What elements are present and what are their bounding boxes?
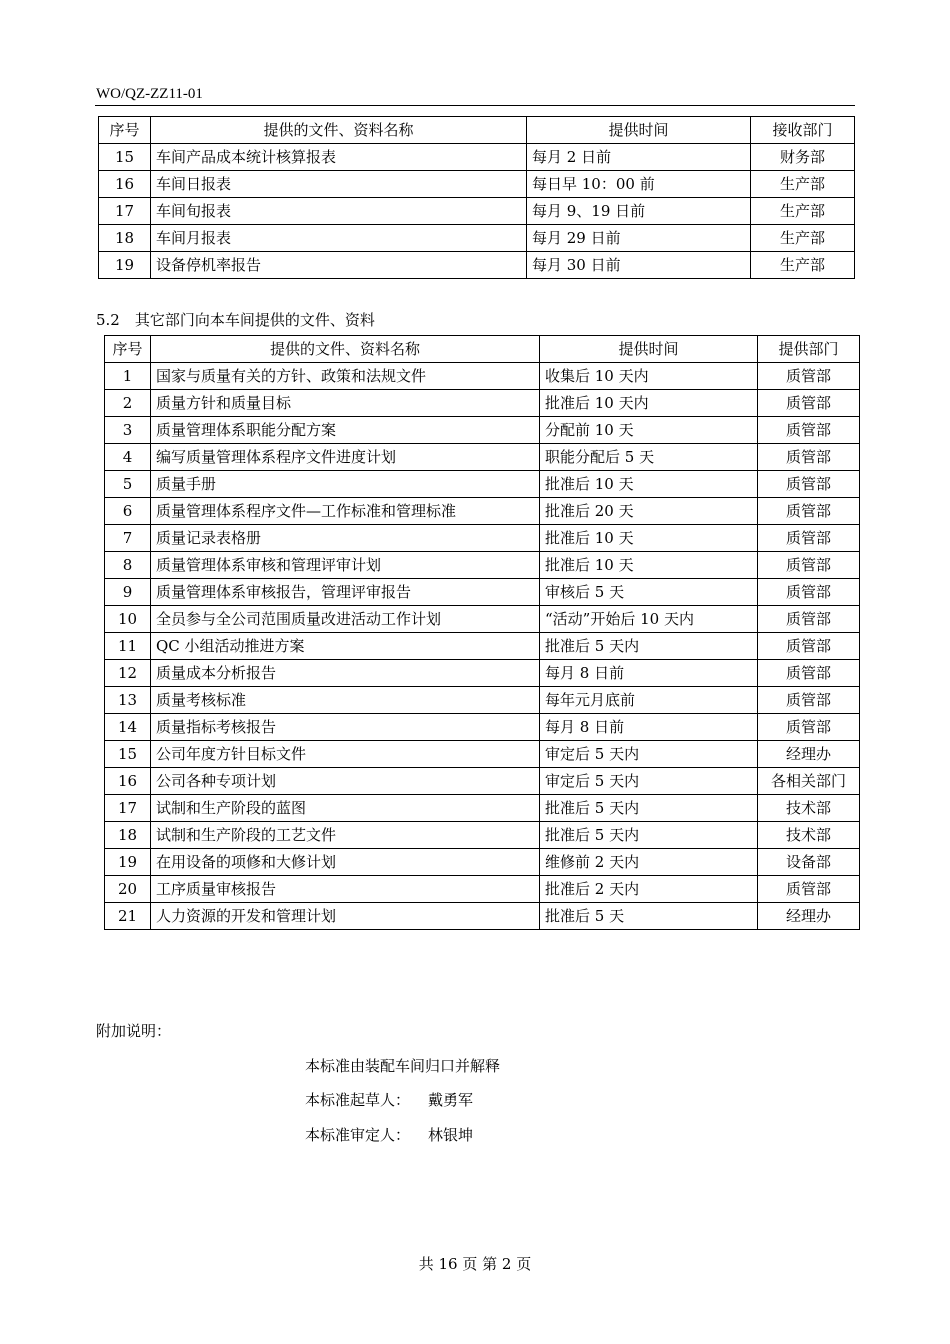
table-row xyxy=(105,552,860,579)
table-cell: 15 xyxy=(105,741,151,768)
table-cell: 批准后 10 天 xyxy=(540,471,758,498)
table-cell: 2 xyxy=(105,390,151,417)
table-row xyxy=(99,252,855,279)
table-cell: 批准后 20 天 xyxy=(540,498,758,525)
table-cell: 质量方针和质量目标 xyxy=(151,390,540,417)
table-cell: 17 xyxy=(105,795,151,822)
table-cell: 批准后 10 天内 xyxy=(540,390,758,417)
table-cell: 质管部 xyxy=(758,498,860,525)
table-cell: 生产部 xyxy=(751,225,855,252)
table-cell: 分配前 10 天 xyxy=(540,417,758,444)
table-cell: 5 xyxy=(105,471,151,498)
table-cell: 10 xyxy=(105,606,151,633)
column-header: 接收部门 xyxy=(751,117,855,144)
table-cell: 车间月报表 xyxy=(151,225,527,252)
table-cell: 收集后 10 天内 xyxy=(540,363,758,390)
table-cell: 18 xyxy=(105,822,151,849)
table-cell: 审定后 5 天内 xyxy=(540,741,758,768)
note-drafter xyxy=(305,1089,473,1110)
table-cell: 质管部 xyxy=(758,390,860,417)
table-row xyxy=(105,795,860,822)
table-row xyxy=(105,822,860,849)
table-row xyxy=(105,390,860,417)
drafter-name: 戴勇军 xyxy=(428,1091,474,1109)
table-row xyxy=(99,225,855,252)
table-cell: 车间产品成本统计核算报表 xyxy=(151,144,527,171)
table-cell: 维修前 2 天内 xyxy=(540,849,758,876)
table-cell: 质管部 xyxy=(758,579,860,606)
table-row xyxy=(105,660,860,687)
table-cell: 经理办 xyxy=(758,741,860,768)
table-cell: 21 xyxy=(105,903,151,930)
table-cell: 编写质量管理体系程序文件进度计划 xyxy=(151,444,540,471)
table-row xyxy=(105,714,860,741)
table-cell: 6 xyxy=(105,498,151,525)
table-cell: 生产部 xyxy=(751,198,855,225)
table-cell: 15 xyxy=(99,144,151,171)
column-header: 提供部门 xyxy=(758,336,860,363)
section-title: 5.2 其它部门向本车间提供的文件、资料 xyxy=(96,311,375,329)
table-cell: 质量管理体系审核和管理评审计划 xyxy=(151,552,540,579)
table-cell: 17 xyxy=(99,198,151,225)
table-cell: 质管部 xyxy=(758,606,860,633)
reviewer-label: 本标准审定人： xyxy=(305,1126,411,1144)
column-header: 提供时间 xyxy=(540,336,758,363)
table-cell: “活动”开始后 10 天内 xyxy=(540,606,758,633)
table-row xyxy=(99,144,855,171)
drafter-label: 本标准起草人： xyxy=(305,1091,411,1109)
table-cell: 质量管理体系审核报告，管理评审报告 xyxy=(151,579,540,606)
table-cell: 质管部 xyxy=(758,552,860,579)
table-cell: 批准后 5 天内 xyxy=(540,822,758,849)
table-cell: 每月 8 日前 xyxy=(540,660,758,687)
page-footer: 共 16 页 第 2 页 xyxy=(418,1255,532,1273)
table-cell: 12 xyxy=(105,660,151,687)
table-cell: 质量记录表格册 xyxy=(151,525,540,552)
table-cell: 每月 2 日前 xyxy=(527,144,751,171)
table-cell: 7 xyxy=(105,525,151,552)
column-header: 序号 xyxy=(105,336,151,363)
table-row xyxy=(105,579,860,606)
table-row xyxy=(105,687,860,714)
table-row xyxy=(105,903,860,930)
table-cell: 19 xyxy=(99,252,151,279)
table-cell: 18 xyxy=(99,225,151,252)
table-cell: 公司各种专项计划 xyxy=(151,768,540,795)
table-cell: 9 xyxy=(105,579,151,606)
table-cell: 各相关部门 xyxy=(758,768,860,795)
table-row xyxy=(105,741,860,768)
table-cell: 19 xyxy=(105,849,151,876)
table-cell: 4 xyxy=(105,444,151,471)
table-row xyxy=(105,768,860,795)
table-cell: 1 xyxy=(105,363,151,390)
table-row xyxy=(105,525,860,552)
column-header: 提供的文件、资料名称 xyxy=(151,117,527,144)
table-cell: 批准后 5 天内 xyxy=(540,633,758,660)
table-cell: 批准后 2 天内 xyxy=(540,876,758,903)
table-row xyxy=(105,417,860,444)
table-cell: 质量管理体系职能分配方案 xyxy=(151,417,540,444)
table-row xyxy=(105,876,860,903)
column-header: 提供的文件、资料名称 xyxy=(151,336,540,363)
table-cell: 公司年度方针目标文件 xyxy=(151,741,540,768)
table-cell: 每日早 10：00 前 xyxy=(527,171,751,198)
table-cell: 技术部 xyxy=(758,795,860,822)
table-cell: 批准后 10 天 xyxy=(540,552,758,579)
table-cell: 13 xyxy=(105,687,151,714)
table-cell: 生产部 xyxy=(751,252,855,279)
table-row xyxy=(99,171,855,198)
table-cell: 批准后 5 天 xyxy=(540,903,758,930)
table-cell: 人力资源的开发和管理计划 xyxy=(151,903,540,930)
table-row xyxy=(105,363,860,390)
table-cell: 质量考核标准 xyxy=(151,687,540,714)
table-row xyxy=(105,444,860,471)
table-cell: 质管部 xyxy=(758,417,860,444)
table-cell: 质管部 xyxy=(758,525,860,552)
table-header-row xyxy=(99,117,855,144)
table-cell: 每月 9、19 日前 xyxy=(527,198,751,225)
table-cell: 14 xyxy=(105,714,151,741)
table-cell: 批准后 10 天 xyxy=(540,525,758,552)
column-header: 序号 xyxy=(99,117,151,144)
table-row xyxy=(99,198,855,225)
table-cell: 审核后 5 天 xyxy=(540,579,758,606)
table-cell: 质管部 xyxy=(758,471,860,498)
table-cell: 8 xyxy=(105,552,151,579)
table-cell: 每月 8 日前 xyxy=(540,714,758,741)
table-cell: 20 xyxy=(105,876,151,903)
table-cell: 试制和生产阶段的蓝图 xyxy=(151,795,540,822)
table-cell: 3 xyxy=(105,417,151,444)
note-reviewer xyxy=(305,1124,473,1145)
table-cell: 批准后 5 天内 xyxy=(540,795,758,822)
table-cell: 全员参与全公司范围质量改进活动工作计划 xyxy=(151,606,540,633)
table-cell: 每月 30 日前 xyxy=(527,252,751,279)
reviewer-name: 林银坤 xyxy=(428,1126,474,1144)
table-cell: 质管部 xyxy=(758,363,860,390)
outgoing-documents-table xyxy=(98,116,855,279)
table-cell: 财务部 xyxy=(751,144,855,171)
table-cell: 质管部 xyxy=(758,687,860,714)
table-cell: 质量指标考核报告 xyxy=(151,714,540,741)
table-cell: 16 xyxy=(99,171,151,198)
table-cell: 质管部 xyxy=(758,660,860,687)
table-cell: 设备部 xyxy=(758,849,860,876)
table-cell: 车间日报表 xyxy=(151,171,527,198)
table-cell: 技术部 xyxy=(758,822,860,849)
table-cell: 每年元月底前 xyxy=(540,687,758,714)
table-cell: 职能分配后 5 天 xyxy=(540,444,758,471)
table-cell: 在用设备的项修和大修计划 xyxy=(151,849,540,876)
document-code: WO/QZ-ZZ11-01 xyxy=(96,86,203,102)
table-cell: 质量成本分析报告 xyxy=(151,660,540,687)
table-cell: 质管部 xyxy=(758,876,860,903)
table-cell: 每月 29 日前 xyxy=(527,225,751,252)
table-cell: 质管部 xyxy=(758,444,860,471)
table-row xyxy=(105,471,860,498)
table-row xyxy=(105,606,860,633)
table-cell: 质管部 xyxy=(758,714,860,741)
table-cell: 质量管理体系程序文件—工作标准和管理标准 xyxy=(151,498,540,525)
table-cell: 审定后 5 天内 xyxy=(540,768,758,795)
table-header-row xyxy=(105,336,860,363)
table-cell: 16 xyxy=(105,768,151,795)
table-cell: 工序质量审核报告 xyxy=(151,876,540,903)
notes-label: 附加说明： xyxy=(96,1022,172,1040)
table-cell: 质量手册 xyxy=(151,471,540,498)
column-header: 提供时间 xyxy=(527,117,751,144)
note-responsibility: 本标准由装配车间归口并解释 xyxy=(305,1057,501,1075)
table-cell: 试制和生产阶段的工艺文件 xyxy=(151,822,540,849)
table-cell: 质管部 xyxy=(758,633,860,660)
table-cell: 设备停机率报告 xyxy=(151,252,527,279)
table-row xyxy=(105,849,860,876)
table-cell: 11 xyxy=(105,633,151,660)
table-cell: 车间旬报表 xyxy=(151,198,527,225)
table-cell: 经理办 xyxy=(758,903,860,930)
incoming-documents-table xyxy=(104,335,860,930)
table-cell: QC 小组活动推进方案 xyxy=(151,633,540,660)
table-row xyxy=(105,498,860,525)
header-rule xyxy=(95,105,855,106)
table-row xyxy=(105,633,860,660)
table-cell: 国家与质量有关的方针、政策和法规文件 xyxy=(151,363,540,390)
table-cell: 生产部 xyxy=(751,171,855,198)
